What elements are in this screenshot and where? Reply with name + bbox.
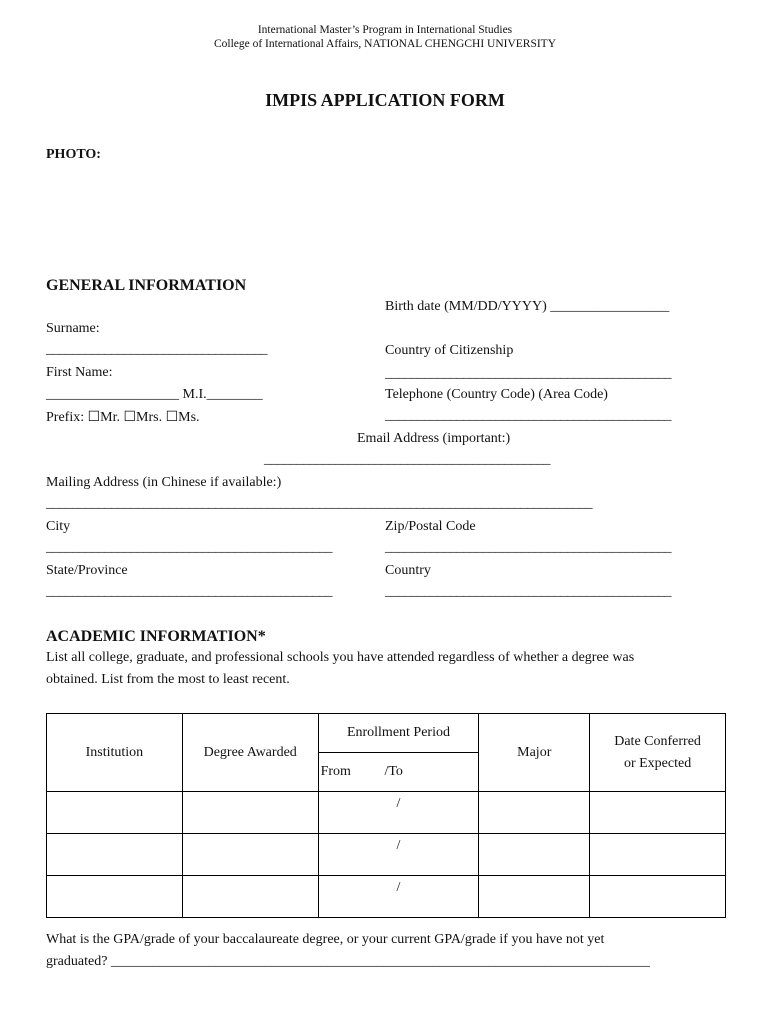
gpa-question-2[interactable]: graduated? _____________________________________________________________________________: [46, 954, 650, 969]
first-name-label: First Name:: [46, 365, 113, 380]
first-name-field[interactable]: ___________________ M.I.________: [46, 387, 263, 402]
mailing-address-field[interactable]: ____________________________________________________________________________________: [46, 496, 592, 511]
zip-label: Zip/Postal Code: [385, 519, 476, 534]
academic-info-heading: ACADEMIC INFORMATION*: [46, 628, 266, 645]
col-header-degree: Degree Awarded: [182, 714, 318, 792]
prefix-checkboxes[interactable]: Prefix: ☐Mr. ☐Mrs. ☐Ms.: [46, 410, 200, 425]
date-cell[interactable]: [590, 792, 726, 834]
city-label: City: [46, 519, 71, 534]
institution-cell[interactable]: [47, 876, 183, 918]
country-field[interactable]: ____________________________________________: [385, 584, 671, 599]
degree-cell[interactable]: [182, 876, 318, 918]
institution-cell[interactable]: [47, 834, 183, 876]
period-cell[interactable]: [318, 876, 479, 918]
academic-table: [46, 713, 726, 918]
major-cell[interactable]: [479, 876, 590, 918]
date-cell[interactable]: [590, 876, 726, 918]
photo-label: PHOTO:: [46, 147, 101, 162]
table-row: [47, 876, 726, 918]
date-conferred-line2: or Expected: [623, 755, 692, 771]
table-row: [47, 834, 726, 876]
col-header-enrollment: Enrollment Period: [318, 714, 479, 753]
period-cell[interactable]: [318, 792, 479, 834]
period-separator: /: [396, 838, 401, 853]
date-cell[interactable]: [590, 834, 726, 876]
academic-instructions-2: obtained. List from the most to least recent.: [46, 672, 290, 687]
email-field[interactable]: ____________________________________________: [264, 452, 550, 467]
mailing-address-label: Mailing Address (in Chinese if available:): [46, 475, 282, 490]
country-label: Country: [385, 563, 431, 578]
header-college: College of International Affairs, NATIONAL CHENGCHI UNIVERSITY: [213, 38, 557, 50]
period-cell[interactable]: [318, 834, 479, 876]
period-separator: /: [396, 796, 401, 811]
col-header-date-conferred: [590, 714, 726, 792]
state-field[interactable]: ____________________________________________: [46, 584, 332, 599]
surname-label: Surname:: [46, 321, 100, 336]
telephone-label: Telephone (Country Code) (Area Code): [385, 387, 608, 402]
surname-field[interactable]: __________________________________: [46, 342, 267, 357]
col-header-from-to: [318, 753, 479, 792]
degree-cell[interactable]: [182, 792, 318, 834]
to-label: /To: [384, 764, 403, 779]
period-separator: /: [396, 880, 401, 895]
city-field[interactable]: ____________________________________________: [46, 540, 332, 555]
gpa-question-1: What is the GPA/grade of your baccalaureate degree, or your current GPA/grade if you have not yet: [46, 932, 605, 947]
state-label: State/Province: [46, 563, 128, 578]
major-cell[interactable]: [479, 792, 590, 834]
col-header-major: Major: [479, 714, 590, 792]
form-title: IMPIS APPLICATION FORM: [265, 90, 505, 110]
date-conferred-line1: Date Conferred: [614, 733, 701, 749]
zip-field[interactable]: ____________________________________________: [385, 540, 671, 555]
institution-cell[interactable]: [47, 792, 183, 834]
col-header-institution: Institution: [47, 714, 183, 792]
general-info-heading: GENERAL INFORMATION: [46, 277, 247, 294]
header-program: International Master’s Program in International Studies: [257, 24, 513, 36]
table-row: [47, 792, 726, 834]
country-citizenship-label: Country of Citizenship: [385, 343, 514, 358]
major-cell[interactable]: [479, 834, 590, 876]
birth-date-field[interactable]: Birth date (MM/DD/YYYY) _________________: [385, 299, 670, 314]
academic-instructions-1: List all college, graduate, and professional schools you have attended regardless of whether a degree was: [46, 650, 635, 665]
degree-cell[interactable]: [182, 834, 318, 876]
telephone-field[interactable]: ____________________________________________: [385, 408, 671, 423]
from-label: From: [320, 764, 351, 779]
email-label: Email Address (important:): [357, 431, 511, 446]
citizenship-field[interactable]: ____________________________________________: [385, 366, 671, 381]
